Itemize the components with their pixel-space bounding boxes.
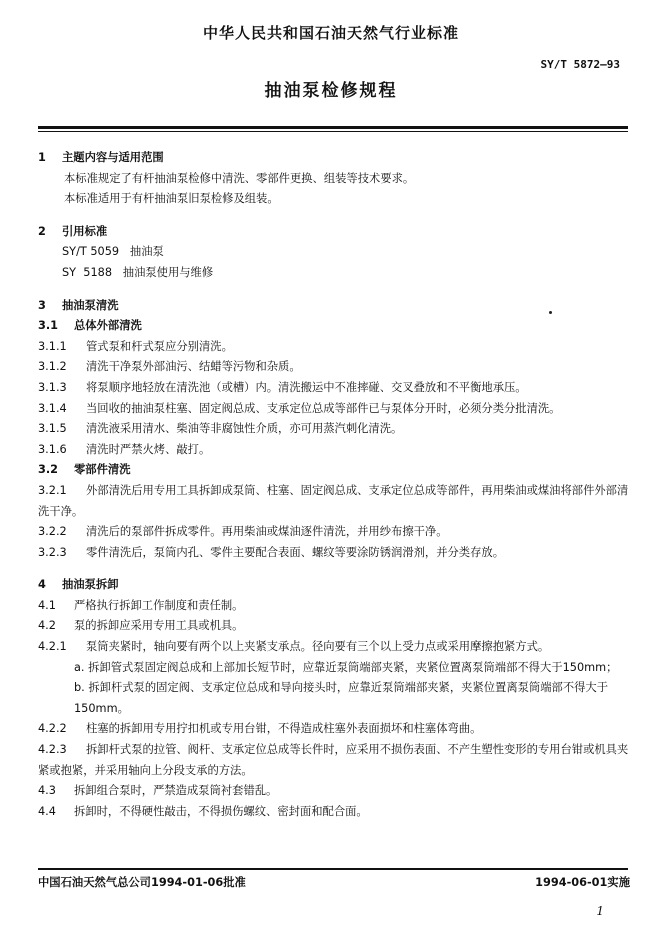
subsection-heading (38, 316, 632, 337)
clause-text: 清洗后的泵部件拆成零件。再用柴油或煤油逐件清洗，并用纱布擦干净。 (86, 525, 448, 539)
clause (38, 543, 632, 564)
subsection-number: 3.2 (38, 463, 59, 477)
subsection-number: 3.1 (38, 319, 59, 333)
document-title: 抽油泵检修规程 (264, 81, 398, 101)
clause-number: 3.2.3 (38, 545, 67, 559)
clause-number: 3.2.2 (38, 525, 67, 539)
subsection-title: 零部件清洗 (74, 463, 131, 477)
clause-text: 拆卸组合泵时，严禁造成泵筒衬套错乱。 (74, 784, 278, 798)
section-3-heading (38, 296, 632, 317)
clause (38, 637, 632, 658)
clause-number: 3.1.1 (38, 339, 67, 353)
clause-text: 泵筒夹紧时，轴向要有两个以上夹紧支承点。径向要有三个以上受力点或采用摩擦抱紧方式。 (86, 640, 550, 654)
reference-item: SY/T 5059 抽油泵 (62, 245, 164, 259)
clause (38, 481, 632, 522)
clause (38, 399, 632, 420)
section-number: 3 (38, 298, 46, 312)
standard-category-title: 中华人民共和国石油天然气行业标准 (202, 24, 459, 42)
clause-number: 4.3 (38, 784, 56, 798)
clause-text: 清洗液采用清水、柴油等非腐蚀性介质，亦可用蒸汽刺化清洗。 (86, 422, 403, 436)
clause-text: 拆卸时，不得硬性敲击，不得损伤螺纹、密封面和配合面。 (74, 804, 368, 818)
paragraph: 本标准规定了有杆抽油泵检修中清洗、零部件更换、组装等技术要求。 (64, 171, 415, 185)
clause-number: 3.1.5 (38, 422, 67, 436)
clause (38, 719, 632, 740)
clause-text: 清洗干净泵外部油污、结蜡等污物和杂质。 (86, 360, 301, 374)
clause-number: 4.2.1 (38, 640, 67, 654)
clause-subitem: b. 拆卸杆式泵的固定阀、支承定位总成和导向接头时，应靠近泵筒端部夹紧，夹紧位置离泵筒端部不得大于150mm。 (74, 681, 609, 715)
clause (38, 522, 632, 543)
clause-number: 3.1.6 (38, 442, 67, 456)
clause-number: 3.2.1 (38, 483, 67, 497)
clause-text: 严格执行拆卸工作制度和责任制。 (74, 598, 244, 612)
section-title: 主题内容与适用范围 (62, 151, 164, 164)
clause-number: 3.1.2 (38, 360, 67, 374)
clause (38, 357, 632, 378)
section-title: 抽油泵拆卸 (62, 578, 119, 592)
clause-text: 零件清洗后，泵筒内孔、零件主要配合表面、螺纹等要涂防锈润滑剂，并分类存放。 (86, 545, 504, 559)
footer-rule (38, 868, 628, 870)
clause (38, 616, 632, 637)
clause-number: 4.4 (38, 804, 56, 818)
clause (38, 337, 632, 358)
clause-number: 4.2.2 (38, 722, 67, 736)
section-number: 1 (38, 151, 46, 164)
clause-subitem: a. 拆卸管式泵固定阀总成和上部加长短节时，应靠近泵筒端部夹紧，夹紧位置离泵筒端部不得大于150mm； (74, 660, 618, 674)
clause-text: 将泵顺序地轻放在清洗池（或槽）内。清洗搬运中不准摔碰、交叉叠放和不平衡地承压。 (86, 380, 527, 394)
clause (38, 740, 632, 781)
clause-number: 3.1.3 (38, 380, 67, 394)
section-number: 2 (38, 224, 46, 238)
approval-note: 中国石油天然气总公司1994-01-06批准 (38, 876, 246, 889)
clause (38, 419, 632, 440)
clause-text: 清洗时严禁火烤、敲打。 (86, 442, 211, 456)
clause-text: 拆卸杆式泵的拉管、阀杆、支承定位总成等长件时，应采用不损伤表面、不产生塑性变形的专用台钳或机具夹紧或抱紧，并采用轴向上分段支承的方法。 (38, 743, 629, 777)
clause-number: 4.1 (38, 598, 56, 612)
section-2-heading (38, 222, 632, 243)
subsection-title: 总体外部清洗 (74, 319, 142, 333)
clause (38, 378, 632, 399)
page-number: 1 (596, 904, 604, 918)
clause-number: 3.1.4 (38, 401, 67, 415)
clause-text: 外部清洗后用专用工具拆卸成泵筒、柱塞、固定阀总成、支承定位总成等部件，再用柴油或煤油将部件外部清洗干净。 (38, 483, 629, 518)
clause-text: 柱塞的拆卸用专用拧扣机或专用台钳，不得造成柱塞外表面损坏和柱塞体弯曲。 (86, 722, 482, 736)
clause-number: 4.2 (38, 619, 56, 633)
section-4-heading (38, 575, 632, 596)
section-1-heading (38, 148, 632, 169)
clause (38, 802, 632, 823)
reference-item: SY 5188 抽油泵使用与维修 (62, 265, 214, 279)
header-rule (38, 126, 628, 132)
document-body (38, 142, 632, 822)
clause-number: 4.2.3 (38, 743, 67, 757)
section-title: 引用标准 (62, 224, 108, 238)
standard-code: SY/T 5872—93 (540, 58, 620, 71)
clause-text: 管式泵和杆式泵应分别清洗。 (86, 339, 233, 353)
clause (38, 781, 632, 802)
effective-date: 1994-06-01实施 (535, 876, 630, 889)
clause (38, 596, 632, 617)
clause-text: 当回收的抽油泵柱塞、固定阀总成、支承定位总成等部件已与泵体分开时，必须分类分批清洗。 (86, 401, 561, 415)
paragraph: 本标准适用于有杆抽油泵旧泵检修及组装。 (64, 192, 279, 206)
clause-text: 泵的拆卸应采用专用工具或机具。 (74, 619, 244, 633)
subsection-heading (38, 460, 632, 481)
clause (38, 440, 632, 461)
section-title: 抽油泵清洗 (62, 298, 119, 312)
section-number: 4 (38, 578, 46, 592)
